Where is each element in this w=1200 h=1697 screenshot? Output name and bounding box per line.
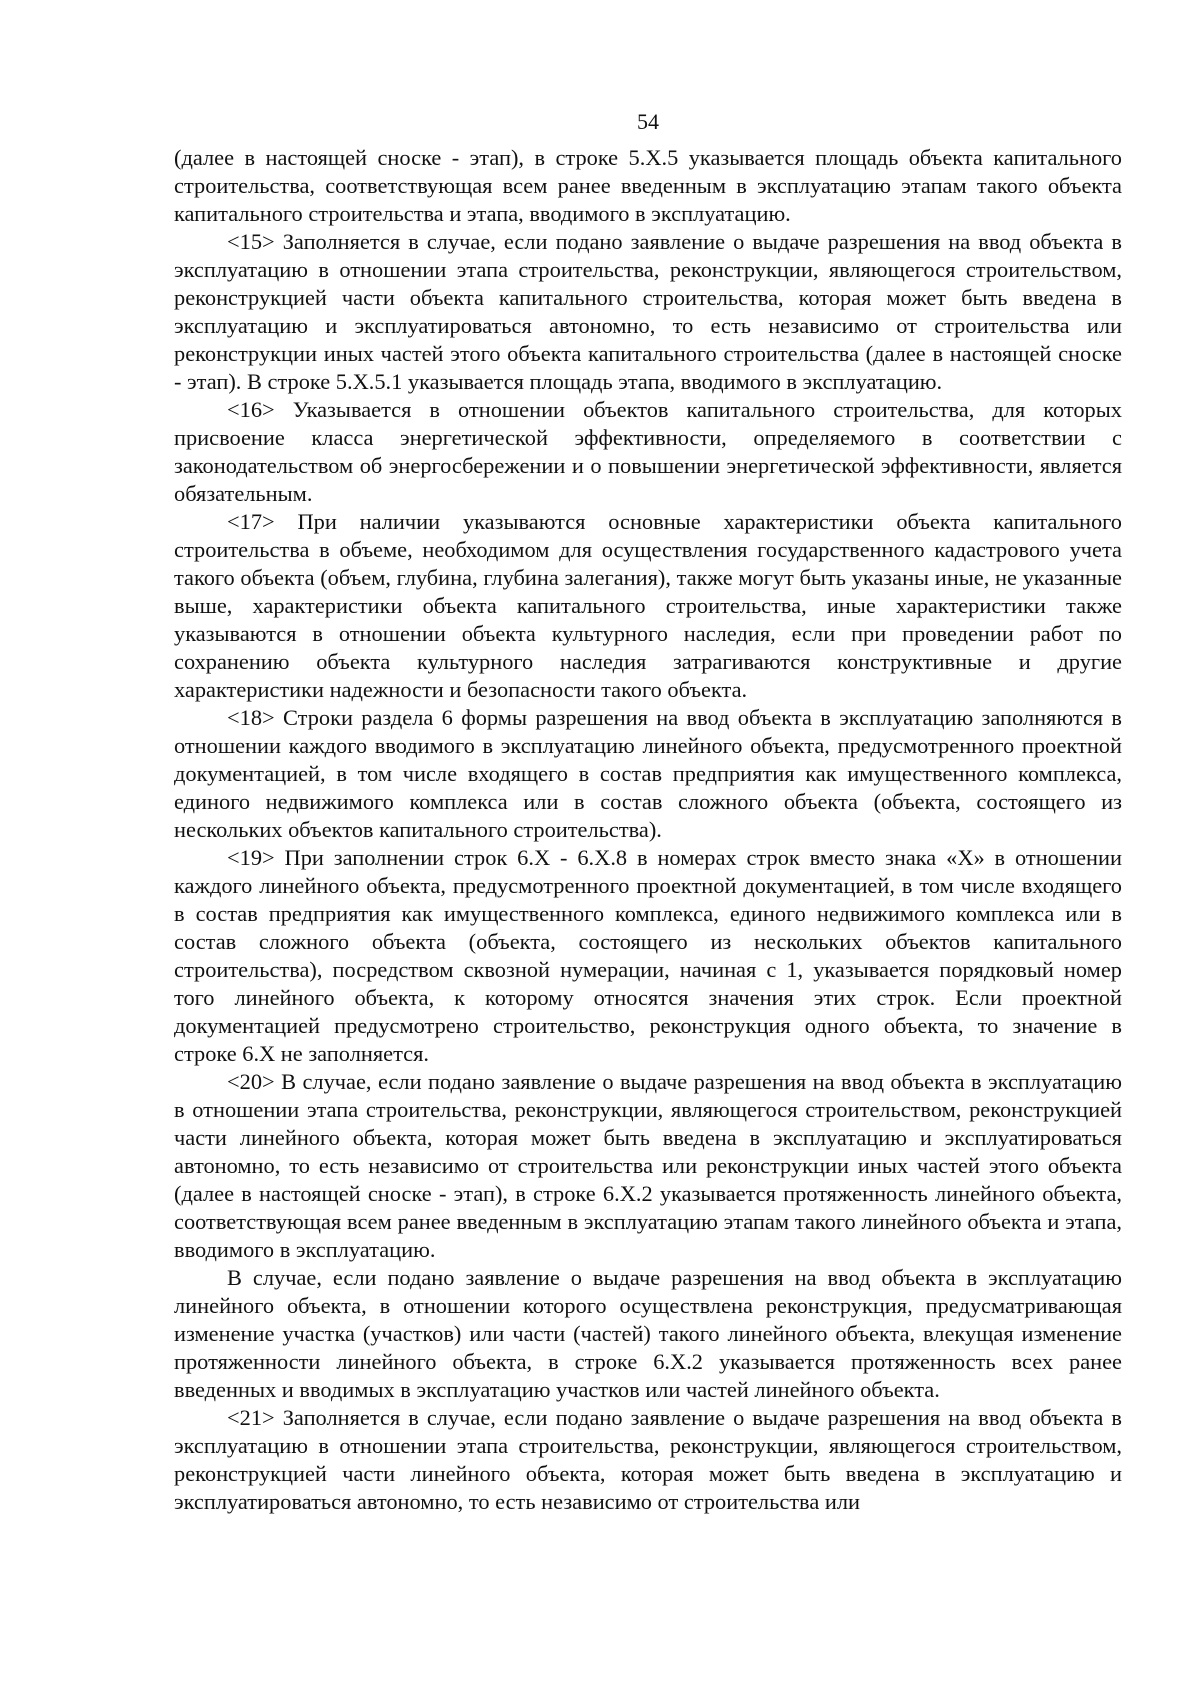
page-number: 54 [637,109,659,134]
footnote-20: <20> В случае, если подано заявление о выдаче разрешения на ввод объекта в эксплуатацию в отношении этапа строительства, реконструкции, являющегося строительством, реконструкцией части линейного объекта, которая может быть введена в эксплуатацию и эксплуатироваться автономно, то есть независимо от строительства или реконструкции иных частей этого объекта (далее в настоящей сноске - этап), в строке 6.X.2 указывается протяженность линейного объекта, соответствующая всем ранее введенным в эксплуатацию этапам такого линейного объекта и этапа, вводимого в эксплуатацию. [174,1069,1122,1262]
footnote-21: <21> Заполняется в случае, если подано заявление о выдаче разрешения на ввод объекта в эксплуатацию в отношении этапа строительства, реконструкции, являющегося строительством, реконструкцией части линейного объекта, которая может быть введена в эксплуатацию и эксплуатироваться автономно, то есть независимо от строительства или [174,1405,1122,1514]
footnote-17: <17> При наличии указываются основные характеристики объекта капитального строительства в объеме, необходимом для осуществления государственного кадастрового учета такого объекта (объем, глубина, глубина залегания), также могут быть указаны иные, не указанные выше, характеристики объекта капитального строительства, иные характеристики также указываются в отношении объекта культурного наследия, если при проведении работ по сохранению объекта культурного наследия затрагиваются конструктивные и другие характеристики надежности и безопасности такого объекта. [174,509,1122,702]
footnote-16: <16> Указывается в отношении объектов капитального строительства, для которых присвоение класса энергетической эффективности, определяемого в соответствии с законодательством об энергосбережении и о повышении энергетической эффективности, является обязательным. [174,397,1122,506]
document-page [174,108,1122,1516]
footnote-19: <19> При заполнении строк 6.X - 6.X.8 в номерах строк вместо знака «X» в отношении каждого линейного объекта, предусмотренного проектной документацией, в том числе входящего в состав предприятия как имущественного комплекса, единого недвижимого комплекса или в состав сложного объекта (объекта, состоящего из нескольких объектов капитального строительства), посредством сквозной нумерации, начиная с 1, указывается порядковый номер того линейного объекта, к которому относятся значения этих строк. Если проектной документацией предусмотрено строительство, реконструкция одного объекта, то значение в строке 6.X не заполняется. [174,845,1123,1066]
footnote-18: <18> Строки раздела 6 формы разрешения на ввод объекта в эксплуатацию заполняются в отношении каждого вводимого в эксплуатацию линейного объекта, предусмотренного проектной документацией, в том числе входящего в состав предприятия как имущественного комплекса, единого недвижимого комплекса или в состав сложного объекта (объекта, состоящего из нескольких объектов капитального строительства). [174,705,1122,842]
footnote-15: <15> Заполняется в случае, если подано заявление о выдаче разрешения на ввод объекта в эксплуатацию в отношении этапа строительства, реконструкции, являющегося строительством, реконструкцией части объекта капитального строительства, которая может быть введена в эксплуатацию и эксплуатироваться автономно, то есть независимо от строительства или реконструкции иных частей этого объекта капитального строительства (далее в настоящей сноске - этап). В строке 5.X.5.1 указывается площадь этапа, вводимого в эксплуатацию. [174,229,1122,394]
paragraph-1: (далее в настоящей сноске - этап), в строке 5.X.5 указывается площадь объекта капитального строительства, соответствующая всем ранее введенным в эксплуатацию этапам такого объекта капитального строительства и этапа, вводимого в эксплуатацию. [174,145,1122,226]
footnote-20-continued: В случае, если подано заявление о выдаче разрешения на ввод объекта в эксплуатацию линейного объекта, в отношении которого осуществлена реконструкция, предусматривающая изменение участка (участков) или части (частей) такого линейного объекта, влекущая изменение протяженности линейного объекта, в строке 6.X.2 указывается протяженность всех ранее введенных и вводимых в эксплуатацию участков или частей линейного объекта. [174,1265,1122,1402]
